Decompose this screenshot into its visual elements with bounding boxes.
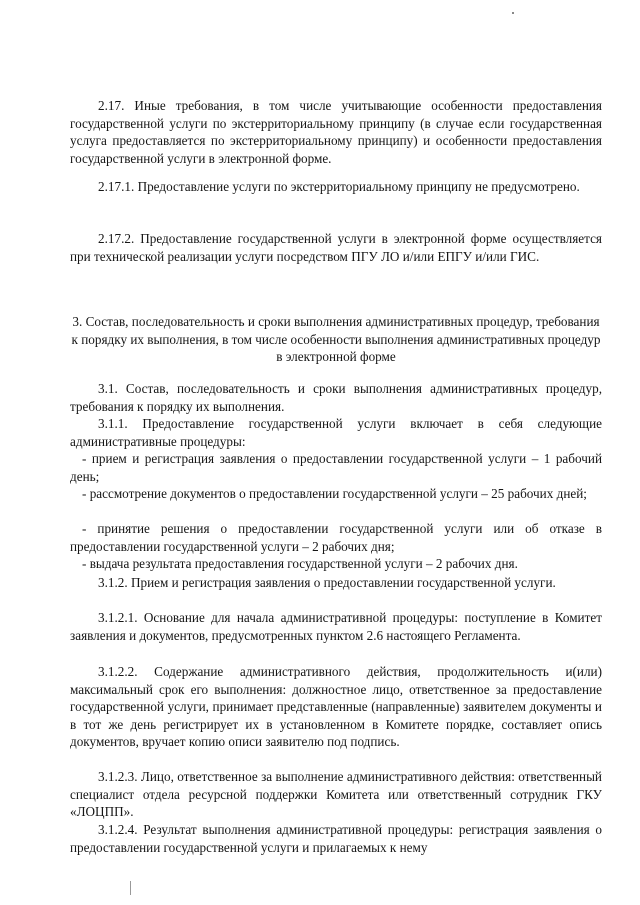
- paragraph-2-17: 2.17. Иные требования, в том числе учитывающие особенности предоставления государственной услуги по экстерриториальному принципу (в случае если государственная услуга предоставляется по экстерриториальному принципу) и особенности предоставления государственной услуги в электронной форме.: [70, 98, 602, 166]
- paragraph-3-1-2-4: 3.1.2.4. Результат выполнения административной процедуры: регистрация заявления о предоставлении государственной услуги и прилагаемых к нему: [70, 822, 602, 855]
- paragraph-3-1-2: 3.1.2. Прием и регистрация заявления о предоставлении государственной услуги.: [98, 575, 556, 590]
- bullet-item-4: - выдача результата предоставления государственной услуги – 2 рабочих дня.: [82, 556, 518, 571]
- bullet-item-3: - принятие решения о предоставлении государственной услуги или об отказе в предоставлении государственной услуги – 2 рабочих дня;: [70, 521, 602, 554]
- paragraph-2-17-2: 2.17.2. Предоставление государственной услуги в электронной форме осуществляется при технической реализации услуги посредством ПГУ ЛО и/или ЕПГУ и/или ГИС.: [70, 231, 602, 264]
- paragraph-3-1-2-2: 3.1.2.2. Содержание административного действия, продолжительность и(или) максимальный срок его выполнения: должностное лицо, ответственное за предоставление государственной услуги, принимает представленные (направленные) заявителем документы и в тот же день регистрирует их в установленном в Комитете порядке, составляет опись документов, вручает копию описи заявителю под подпись.: [70, 664, 602, 750]
- scan-speck: [512, 12, 514, 14]
- paragraph-3-1-2-3: 3.1.2.3. Лицо, ответственное за выполнение административного действия: ответственный специалист отдела ресурсной поддержки Комитета или ответственный сотрудник ГКУ «ЛОЦПП».: [70, 769, 602, 820]
- paragraph-3-1-2-1: 3.1.2.1. Основание для начала административной процедуры: поступление в Комитет заявления и документов, предусмотренных пунктом 2.6 настоящего Регламента.: [70, 610, 602, 643]
- bullet-item-2: - рассмотрение документов о предоставлении государственной услуги – 25 рабочих дней;: [82, 486, 587, 501]
- paragraph-2-17-1: 2.17.1. Предоставление услуги по экстерриториальному принципу не предусмотрено.: [98, 179, 580, 194]
- paragraph-3-1-1: 3.1.1. Предоставление государственной услуги включает в себя следующие административные процедуры:: [70, 416, 602, 449]
- bullet-item-1: - прием и регистрация заявления о предоставлении государственной услуги – 1 рабочий день;: [70, 451, 602, 484]
- section-3-heading: 3. Состав, последовательность и сроки выполнения административных процедур, требования к порядку их выполнения, в том числе особенности выполнения административных процедур в электронной форме: [71, 314, 601, 365]
- scan-edge-mark: [130, 881, 131, 895]
- paragraph-3-1: 3.1. Состав, последовательность и сроки выполнения административных процедур, требования к порядку их выполнения.: [70, 381, 602, 414]
